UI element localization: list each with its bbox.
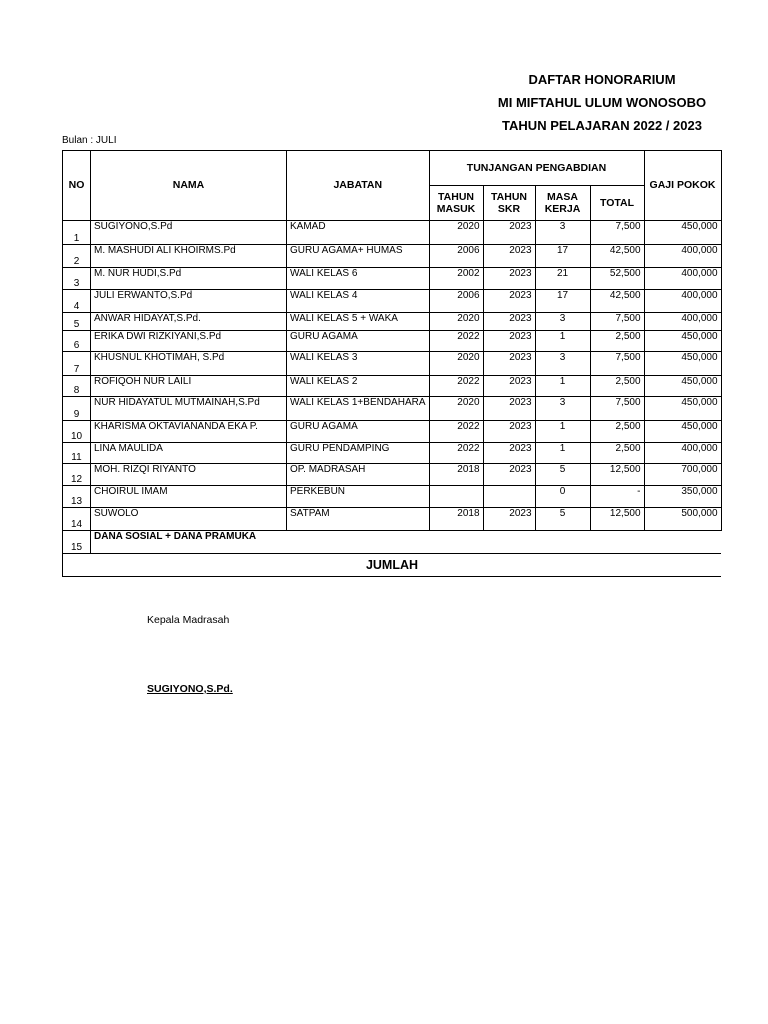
dana-sosial-label: DANA SOSIAL + DANA PRAMUKA bbox=[91, 531, 722, 554]
cell-no: 1 bbox=[63, 221, 91, 245]
cell-tahun-skr bbox=[483, 486, 535, 508]
cell-tahun-skr: 2023 bbox=[483, 397, 535, 421]
table-row bbox=[63, 421, 722, 443]
cell-no: 6 bbox=[63, 331, 91, 352]
cell-no: 5 bbox=[63, 313, 91, 331]
cell-tahun-masuk: 2022 bbox=[429, 376, 483, 397]
cell-gaji-pokok: 350,000 bbox=[644, 486, 721, 508]
cell-gaji-pokok: 450,000 bbox=[644, 221, 721, 245]
header-masa-kerja: MASA KERJA bbox=[535, 186, 590, 221]
cell-total: 42,500 bbox=[590, 290, 644, 313]
cell-tahun-masuk: 2022 bbox=[429, 443, 483, 464]
table-row bbox=[63, 376, 722, 397]
cell-total: 7,500 bbox=[590, 221, 644, 245]
cell-total: - bbox=[590, 486, 644, 508]
cell-nama: CHOIRUL IMAM bbox=[91, 486, 287, 508]
cell-tahun-skr: 2023 bbox=[483, 313, 535, 331]
month-label: Bulan : JULI bbox=[62, 135, 117, 146]
cell-masa-kerja: 1 bbox=[535, 376, 590, 397]
cell-masa-kerja: 3 bbox=[535, 313, 590, 331]
cell-tahun-skr: 2023 bbox=[483, 268, 535, 290]
cell-tahun-skr: 2023 bbox=[483, 464, 535, 486]
cell-tahun-skr: 2023 bbox=[483, 221, 535, 245]
cell-masa-kerja: 5 bbox=[535, 464, 590, 486]
cell-no: 15 bbox=[63, 531, 91, 554]
cell-masa-kerja: 17 bbox=[535, 245, 590, 268]
cell-tahun-masuk: 2002 bbox=[429, 268, 483, 290]
cell-nama: KHUSNUL KHOTIMAH, S.Pd bbox=[91, 352, 287, 376]
table-row bbox=[63, 313, 722, 331]
table-row bbox=[63, 508, 722, 531]
cell-tahun-masuk: 2020 bbox=[429, 397, 483, 421]
cell-gaji-pokok: 400,000 bbox=[644, 290, 721, 313]
table-row bbox=[63, 352, 722, 376]
cell-masa-kerja: 3 bbox=[535, 221, 590, 245]
cell-total: 12,500 bbox=[590, 464, 644, 486]
header-total: TOTAL bbox=[590, 186, 644, 221]
cell-nama: M. NUR HUDI,S.Pd bbox=[91, 268, 287, 290]
document-title: DAFTAR HONORARIUM bbox=[528, 72, 676, 87]
cell-no: 9 bbox=[63, 397, 91, 421]
cell-jabatan: WALI KELAS 5 + WAKA bbox=[287, 313, 430, 331]
cell-gaji-pokok: 450,000 bbox=[644, 397, 721, 421]
cell-jabatan: WALI KELAS 4 bbox=[287, 290, 430, 313]
cell-no: 10 bbox=[63, 421, 91, 443]
cell-gaji-pokok: 400,000 bbox=[644, 268, 721, 290]
cell-total: 7,500 bbox=[590, 352, 644, 376]
cell-tahun-masuk: 2006 bbox=[429, 245, 483, 268]
table-row bbox=[63, 531, 722, 554]
cell-jabatan: GURU AGAMA+ HUMAS bbox=[287, 245, 430, 268]
cell-tahun-skr: 2023 bbox=[483, 352, 535, 376]
cell-jabatan: GURU AGAMA bbox=[287, 331, 430, 352]
cell-no: 3 bbox=[63, 268, 91, 290]
cell-jabatan: KAMAD bbox=[287, 221, 430, 245]
header-tahun-masuk: TAHUN MASUK bbox=[429, 186, 483, 221]
cell-gaji-pokok: 450,000 bbox=[644, 376, 721, 397]
cell-tahun-masuk: 2020 bbox=[429, 352, 483, 376]
cell-tahun-skr: 2023 bbox=[483, 443, 535, 464]
cell-total: 52,500 bbox=[590, 268, 644, 290]
cell-tahun-skr: 2023 bbox=[483, 376, 535, 397]
cell-total: 12,500 bbox=[590, 508, 644, 531]
table-row bbox=[63, 221, 722, 245]
cell-total: 2,500 bbox=[590, 443, 644, 464]
cell-masa-kerja: 3 bbox=[535, 397, 590, 421]
cell-jabatan: SATPAM bbox=[287, 508, 430, 531]
header-jabatan: JABATAN bbox=[287, 151, 430, 221]
table-row bbox=[63, 268, 722, 290]
cell-gaji-pokok: 700,000 bbox=[644, 464, 721, 486]
academic-year: TAHUN PELAJARAN 2022 / 2023 bbox=[502, 118, 702, 133]
table-row bbox=[63, 464, 722, 486]
cell-gaji-pokok: 400,000 bbox=[644, 443, 721, 464]
cell-tahun-masuk: 2018 bbox=[429, 508, 483, 531]
cell-masa-kerja: 1 bbox=[535, 421, 590, 443]
cell-no: 4 bbox=[63, 290, 91, 313]
cell-no: 12 bbox=[63, 464, 91, 486]
school-name: MI MIFTAHUL ULUM WONOSOBO bbox=[497, 95, 707, 110]
cell-tahun-masuk: 2020 bbox=[429, 221, 483, 245]
header-tahun-skr: TAHUN SKR bbox=[483, 186, 535, 221]
cell-total: 2,500 bbox=[590, 331, 644, 352]
cell-tahun-skr: 2023 bbox=[483, 331, 535, 352]
cell-nama: SUGIYONO,S.Pd bbox=[91, 221, 287, 245]
cell-masa-kerja: 0 bbox=[535, 486, 590, 508]
cell-no: 13 bbox=[63, 486, 91, 508]
table-row bbox=[63, 443, 722, 464]
cell-no: 11 bbox=[63, 443, 91, 464]
cell-gaji-pokok: 450,000 bbox=[644, 352, 721, 376]
cell-masa-kerja: 21 bbox=[535, 268, 590, 290]
cell-nama: ROFIQOH NUR LAILI bbox=[91, 376, 287, 397]
cell-total: 2,500 bbox=[590, 376, 644, 397]
cell-total: 42,500 bbox=[590, 245, 644, 268]
cell-no: 14 bbox=[63, 508, 91, 531]
cell-tahun-masuk: 2022 bbox=[429, 421, 483, 443]
cell-gaji-pokok: 400,000 bbox=[644, 313, 721, 331]
cell-nama: ANWAR HIDAYAT,S.Pd. bbox=[91, 313, 287, 331]
cell-gaji-pokok: 450,000 bbox=[644, 331, 721, 352]
honorarium-table bbox=[62, 150, 722, 577]
table-row bbox=[63, 331, 722, 352]
cell-total: 7,500 bbox=[590, 313, 644, 331]
cell-jabatan: WALI KELAS 1+BENDAHARA bbox=[287, 397, 430, 421]
cell-tahun-masuk: 2006 bbox=[429, 290, 483, 313]
table-row bbox=[63, 290, 722, 313]
cell-no: 7 bbox=[63, 352, 91, 376]
cell-jabatan: GURU PENDAMPING bbox=[287, 443, 430, 464]
cell-jabatan: OP. MADRASAH bbox=[287, 464, 430, 486]
cell-nama: NUR HIDAYATUL MUTMAINAH,S.Pd bbox=[91, 397, 287, 421]
cell-tahun-skr: 2023 bbox=[483, 290, 535, 313]
cell-total: 2,500 bbox=[590, 421, 644, 443]
cell-masa-kerja: 17 bbox=[535, 290, 590, 313]
table-row bbox=[63, 245, 722, 268]
cell-nama: JULI ERWANTO,S.Pd bbox=[91, 290, 287, 313]
cell-jabatan: PERKEBUN bbox=[287, 486, 430, 508]
cell-jabatan: WALI KELAS 3 bbox=[287, 352, 430, 376]
cell-jabatan: WALI KELAS 6 bbox=[287, 268, 430, 290]
cell-nama: ERIKA DWI RIZKIYANI,S.Pd bbox=[91, 331, 287, 352]
table-row bbox=[63, 486, 722, 508]
header-no: NO bbox=[63, 151, 91, 221]
cell-nama: MOH. RIZQI RIYANTO bbox=[91, 464, 287, 486]
cell-tahun-masuk: 2022 bbox=[429, 331, 483, 352]
cell-jabatan: WALI KELAS 2 bbox=[287, 376, 430, 397]
cell-tahun-masuk: 2018 bbox=[429, 464, 483, 486]
cell-nama: SUWOLO bbox=[91, 508, 287, 531]
cell-no: 8 bbox=[63, 376, 91, 397]
cell-total: 7,500 bbox=[590, 397, 644, 421]
header-nama: NAMA bbox=[91, 151, 287, 221]
principal-title: Kepala Madrasah bbox=[147, 614, 230, 626]
total-row bbox=[63, 554, 722, 577]
jumlah-label: JUMLAH bbox=[63, 554, 722, 577]
cell-nama: M. MASHUDI ALI KHOIRMS.Pd bbox=[91, 245, 287, 268]
cell-masa-kerja: 3 bbox=[535, 352, 590, 376]
cell-tahun-skr: 2023 bbox=[483, 421, 535, 443]
cell-jabatan: GURU AGAMA bbox=[287, 421, 430, 443]
cell-tahun-skr: 2023 bbox=[483, 245, 535, 268]
cell-gaji-pokok: 500,000 bbox=[644, 508, 721, 531]
cell-masa-kerja: 1 bbox=[535, 331, 590, 352]
cell-nama: LINA MAULIDA bbox=[91, 443, 287, 464]
cell-masa-kerja: 1 bbox=[535, 443, 590, 464]
cell-tahun-masuk: 2020 bbox=[429, 313, 483, 331]
cell-tahun-masuk bbox=[429, 486, 483, 508]
cell-masa-kerja: 5 bbox=[535, 508, 590, 531]
header-tunjangan: TUNJANGAN PENGABDIAN bbox=[429, 151, 644, 186]
cell-tahun-skr: 2023 bbox=[483, 508, 535, 531]
cell-gaji-pokok: 450,000 bbox=[644, 421, 721, 443]
header-gaji-pokok: GAJI POKOK bbox=[644, 151, 721, 221]
cell-gaji-pokok: 400,000 bbox=[644, 245, 721, 268]
cell-nama: KHARISMA OKTAVIANANDA EKA P. bbox=[91, 421, 287, 443]
cell-no: 2 bbox=[63, 245, 91, 268]
table-row bbox=[63, 397, 722, 421]
principal-signatory: SUGIYONO,S.Pd. bbox=[147, 683, 233, 695]
